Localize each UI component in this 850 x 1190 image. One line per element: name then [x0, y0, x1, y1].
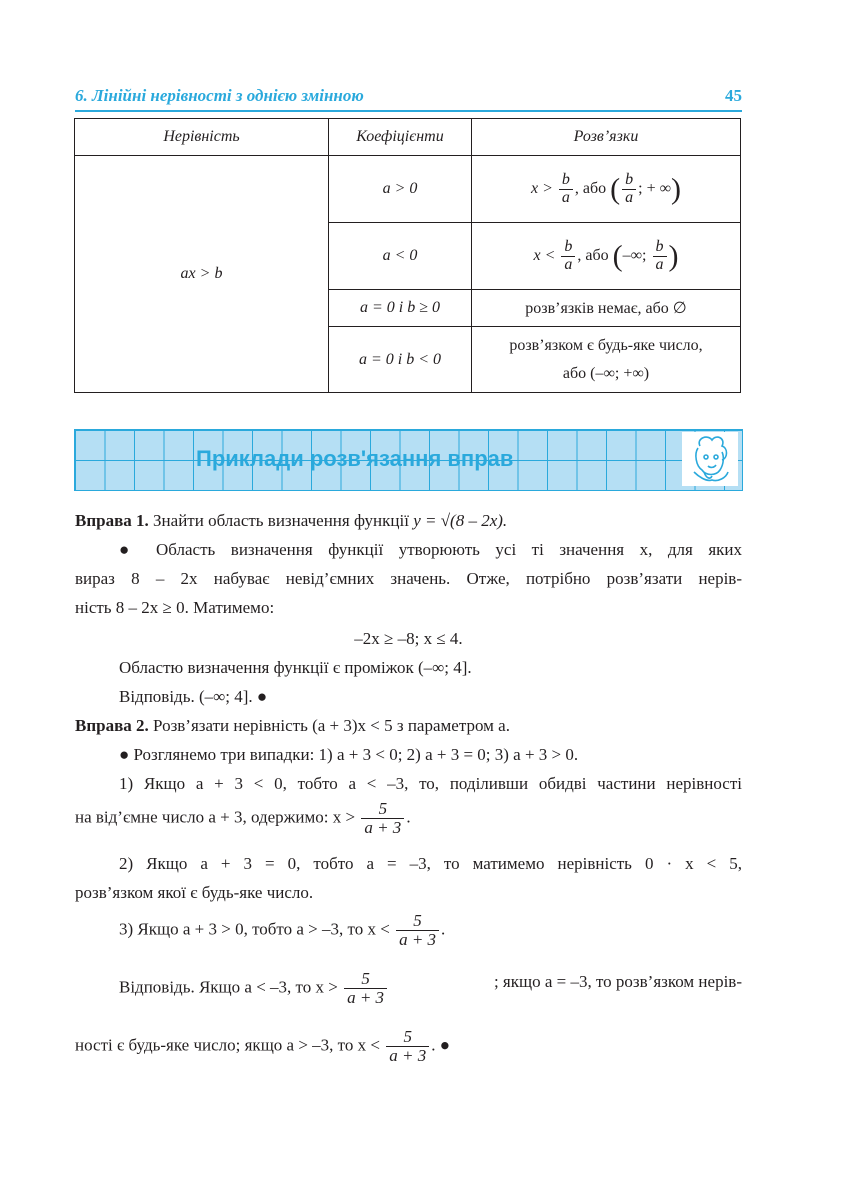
solution-or: , або: [574, 179, 607, 197]
header-coefficients: Коефіцієнти: [329, 119, 472, 156]
answer-line: [119, 970, 742, 1007]
solution-line: розв’язком є будь-яке число,: [509, 336, 703, 354]
right-paren: ): [671, 172, 682, 205]
denominator: a: [564, 255, 573, 273]
answer-line: Відповідь. (–∞; 4]. ●: [119, 687, 268, 706]
exercise-1-task: [75, 509, 507, 533]
table-row: [75, 156, 741, 223]
inequality-cell: ax > b: [75, 156, 329, 393]
paragraph-line: вираз 8 – 2x набуває невід’ємних значень. Отже, потрібно розв’язати нерів-: [75, 569, 742, 588]
page-number: 45: [725, 86, 742, 105]
interval-fraction: $\frac{b}{a}$: [653, 239, 667, 274]
paragraph-line: на від’ємне число a + 3, одержимо: x > $\frac{5}{a + 3}$ .: [75, 799, 411, 837]
section-title: Приклади розв'язання вправ: [196, 446, 514, 471]
table-header-row: [75, 119, 741, 156]
thinking-person-icon: [682, 432, 738, 486]
fraction: $\frac{5}{a + 3}$: [386, 1028, 429, 1065]
fraction: $\frac{5}{a + 3}$: [361, 800, 404, 837]
task-text: Розв’язати нерівність (a + 3)x < 5 з параметром a.: [153, 716, 510, 735]
numerator: b: [559, 172, 573, 190]
interval-right: + ∞: [646, 179, 672, 197]
exercise-label: Вправа 2.: [75, 716, 149, 735]
paragraph-line: розв’язком якої є будь-яке число.: [75, 883, 314, 902]
end-mark: ●: [439, 1035, 450, 1055]
paragraph-line: Областю визначення функції є проміжок (–∞; 4].: [119, 658, 472, 677]
line-text: ; якщо a = –3, то розв’язком нерів-: [493, 972, 742, 991]
coef-cell: a > 0: [329, 156, 472, 223]
solution-cell: розв’язків немає, або ∅: [472, 290, 741, 327]
header-solutions: Розв’язки: [472, 119, 741, 156]
solution-cell: [472, 327, 741, 393]
right-paren: ): [668, 239, 679, 272]
function-formula: y = √(8 – 2x).: [413, 511, 508, 530]
interval-fraction: $\frac{b}{a}$: [622, 172, 636, 207]
coef-cell: a = 0 і b ≥ 0: [329, 290, 472, 327]
line-text: на від’ємне число a + 3, одержимо: x >: [75, 807, 356, 827]
coef-cell: a < 0: [329, 223, 472, 290]
paragraph-line: 2) Якщо a + 3 = 0, тобто a = –3, то матимемо нерівність 0 · x < 5,: [119, 854, 742, 873]
exercise-2-task: [75, 714, 510, 738]
left-paren: (: [610, 172, 621, 205]
interval-left: –∞;: [622, 246, 647, 264]
paragraph-line: ● Область визначення функції утворюють усі ті значення x, для яких: [119, 540, 742, 559]
numerator: b: [561, 239, 575, 257]
solution-cell: x > $\frac{b}{a}$ , або ( $\frac{b}{a}$ ; + ∞): [472, 156, 741, 223]
left-paren: (: [612, 239, 623, 272]
fraction: [561, 239, 575, 274]
line-text: Відповідь. Якщо a < –3, то x >: [119, 977, 338, 997]
paragraph-line: ● Розглянемо три випадки: 1) a + 3 < 0; 2) a + 3 = 0; 3) a + 3 > 0.: [119, 745, 579, 764]
line-text: ності є будь-яке число; якщо a > –3, то x <: [75, 1035, 380, 1055]
header-rule: [75, 110, 742, 112]
paragraph-line: ність 8 – 2x ≥ 0. Матимемо:: [75, 598, 275, 617]
inequality-table: [74, 118, 741, 393]
math-line: –2x ≥ –8; x ≤ 4.: [354, 629, 463, 648]
fraction: $\frac{5}{a + 3}$: [344, 970, 387, 1007]
line-text: 3) Якщо a + 3 > 0, тобто a > –3, то x <: [119, 919, 390, 939]
paragraph-line: 1) Якщо a + 3 < 0, тобто a < –3, то, поділивши обидві частини нерівності: [119, 774, 742, 793]
coef-cell: a = 0 і b < 0: [329, 327, 472, 393]
answer-line: ності є будь-яке число; якщо a > –3, то x < $\frac{5}{a + 3}$ . ●: [75, 1027, 450, 1065]
solution-cell: [472, 223, 741, 290]
fraction: [559, 172, 573, 207]
task-text: Знайти область визначення функції: [153, 511, 409, 530]
solution-prefix: x >: [530, 179, 553, 197]
header-inequality: Нерівність: [75, 119, 329, 156]
solution-line: або (–∞; +∞): [562, 364, 650, 382]
solution-or: , або: [577, 246, 609, 264]
solution-prefix: x <: [533, 246, 556, 264]
exercise-label: Вправа 1.: [75, 511, 149, 530]
paragraph-line: 3) Якщо a + 3 > 0, тобто a > –3, то x < $\frac{5}{a + 3}$ .: [119, 911, 446, 949]
fraction: $\frac{5}{a + 3}$: [396, 912, 439, 949]
chapter-title: 6. Лінійні нерівності з однією змінною: [75, 86, 364, 105]
denominator: a: [561, 188, 570, 206]
running-header: [75, 86, 742, 108]
